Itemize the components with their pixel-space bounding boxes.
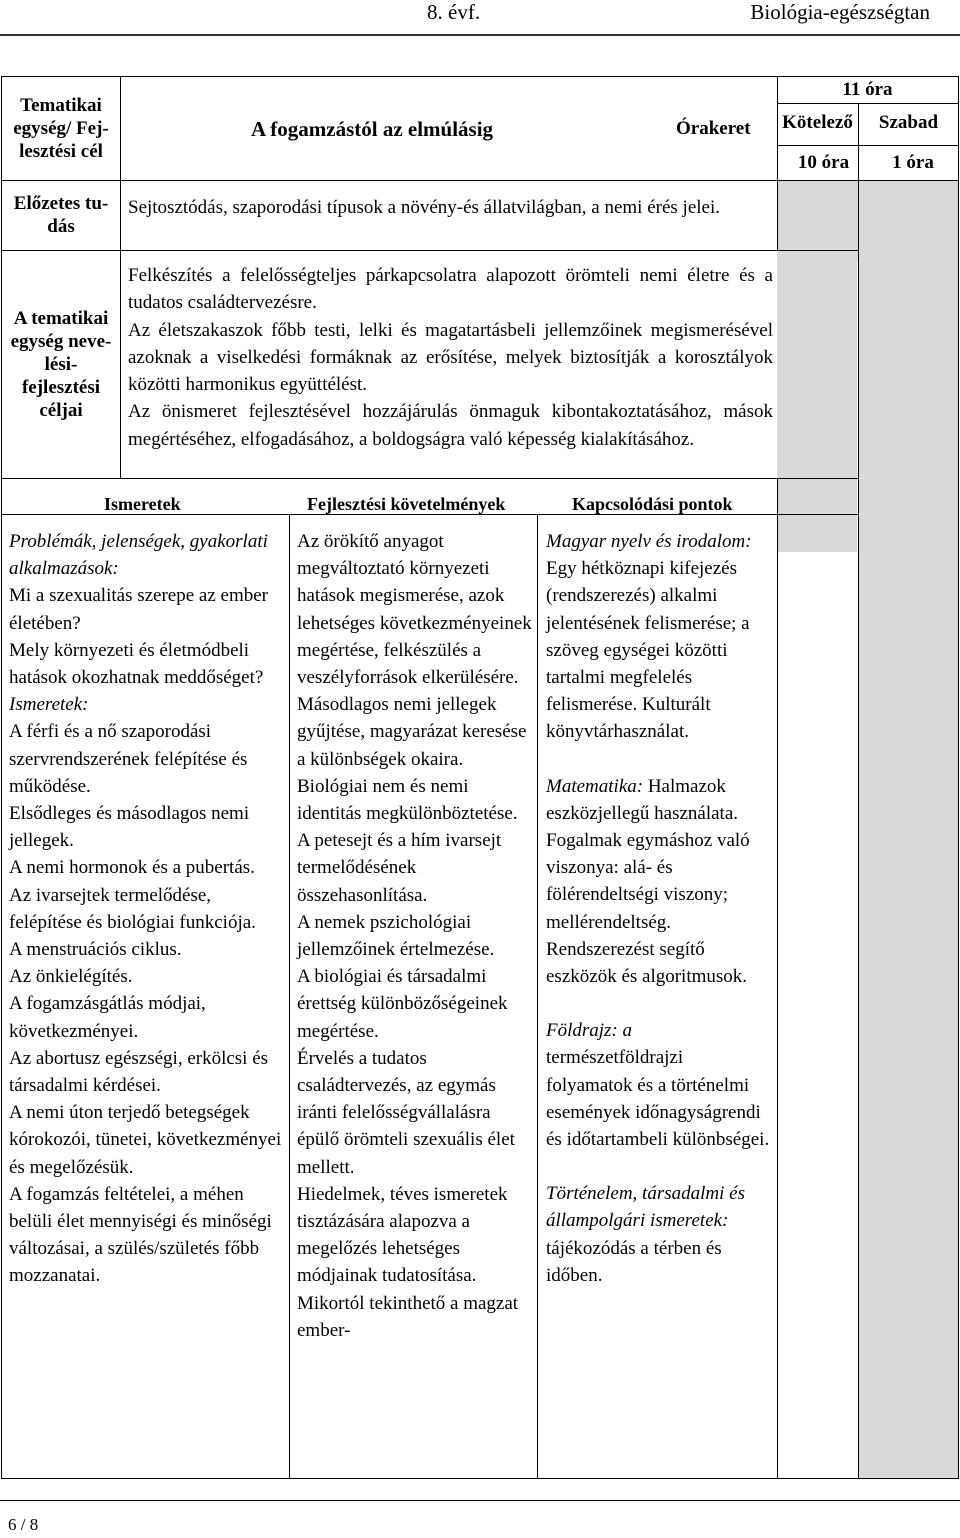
total-hours: 11 óra	[842, 79, 893, 100]
header-ismeretek: Ismeretek	[104, 494, 181, 514]
elozetes-text: Sejtosztódás, szaporodási típusok a növény-és állatvilágban, a nemi érés jelei.	[128, 197, 720, 218]
kapcsolodasi-item	[546, 1017, 772, 1153]
fejlesztesi-column	[297, 528, 533, 1344]
footer-rule	[0, 1500, 960, 1501]
szabad-hours: 1 óra	[892, 152, 934, 173]
kotelezo-label: Kötelező	[782, 112, 853, 133]
kapcsolodasi-text: tájékozódás a térben és időben.	[546, 1237, 722, 1286]
shade-mid-right	[777, 180, 857, 552]
fejlesztesi-item: A nemek pszichológiai jellemzőinek értelmezése.	[297, 911, 495, 961]
ismeret-item: Az önkielégítés.	[9, 966, 133, 988]
szabad-label: Szabad	[878, 112, 939, 133]
ismeret-item: A fogamzás feltételei, a méhen belüli élet mennyiségi és minőségi változásai, a szülés/születés főbb mozzanatai.	[9, 1183, 272, 1287]
kapcsolodasi-item	[546, 827, 772, 936]
kapcsolodasi-subject: Földrajz: a	[546, 1020, 633, 1042]
grade-label: 8. évf.	[427, 0, 481, 24]
problem-item: Mely környezeti és életmódbeli hatások okozhatnak meddőséget?	[9, 639, 264, 689]
shade-right-col	[858, 180, 959, 1478]
header-rule	[0, 34, 960, 36]
ismeret-item: A férfi és a nő szaporodási szervrendszerének felépítése és működése.	[9, 721, 248, 797]
kapcsolodasi-text: Fogalmak egymáshoz való viszonya: alá- és fölérendeltségi viszony; mellérendeltség.	[546, 830, 750, 933]
celok-label: A tematikai egység neve-lési-fejlesztési céljai	[10, 308, 112, 421]
kapcsolodasi-subject: Magyar nyelv és irodalom:	[546, 531, 752, 552]
fejlesztesi-item: Érvelés a tudatos családtervezés, az egymás iránti felelősségvállalásra épülő örömteli szexuális élet mellett.	[297, 1047, 515, 1178]
fejlesztesi-item: Mikortól tekinthető a magzat ember-	[297, 1292, 519, 1341]
header-kapcsolodasi: Kapcsolódási pontok	[572, 494, 733, 514]
ismeretek-label: Ismeretek:	[9, 694, 89, 716]
ismeret-item: A fogamzásgátlás módjai, következményei.	[9, 993, 206, 1042]
page-header	[0, 0, 960, 34]
fejlesztesi-item: Az örökítő anyagot megváltoztató környezeti hatások megismerése, azok lehetséges következményeinek megértése, felkészülés a veszélyforrások elkerülésére.	[297, 531, 532, 689]
header-fejlesztesi: Fejlesztési követelmények	[307, 494, 506, 514]
kapcsolodasi-item	[546, 936, 772, 990]
kapcsolodasi-subject: Matematika:	[546, 775, 644, 797]
kapcsolodasi-item	[546, 773, 772, 827]
celok-paragraph: Felkészítés a felelősségteljes párkapcsolatra alapozott örömteli nemi életre és a tudatos családtervezésre.	[128, 265, 773, 314]
fejlesztesi-item: Hiedelmek, téves ismeretek tisztázására alapozva a megelőzés lehetséges módjainak tudatosítása.	[297, 1183, 508, 1287]
kapcsolodasi-text: természetföldrajzi folyamatok és a történelmi események időnagyságrendi és időtartambeli különbségei.	[546, 1047, 770, 1151]
kapcsolodasi-item	[546, 528, 772, 746]
subject-label: Biológia-egészségtan	[750, 0, 930, 24]
unit-title: A fogamzástól az elmúlásig	[251, 117, 494, 141]
col1-header: Tematikai egység/ Fej-lesztési cél	[13, 95, 109, 162]
kapcsolodasi-item	[546, 1180, 772, 1289]
celok-text	[128, 262, 773, 453]
problem-item: Mi a szexualitás szerepe az ember életében?	[9, 585, 269, 634]
orakeret-label: Órakeret	[676, 118, 751, 139]
kotelezo-hours: 10 óra	[797, 152, 850, 173]
kapcsolodasi-text: Halmazok eszközjellegű használata.	[546, 775, 739, 824]
kapcsolodasi-text: Rendszerezést segítő eszközök és algoritmusok.	[546, 938, 748, 988]
ismeret-item: Az ivarsejtek termelődése, felépítése és biológiai funkciója.	[9, 884, 256, 933]
problems-label: Problémák, jelenségek, gyakorlati alkalmazások:	[9, 531, 268, 580]
fejlesztesi-item: A biológiai és társadalmi érettség különbözőségeinek megértése.	[297, 966, 508, 1042]
fejlesztesi-item: Másodlagos nemi jellegek gyűjtése, magyarázat keresése a különbségek okaira.	[297, 694, 527, 770]
ismeret-item: A nemi úton terjedő betegségek kórokozói, tünetei, következményei és megelőzésük.	[9, 1102, 282, 1178]
ismeret-item: Elsődleges és másodlagos nemi jellegek.	[9, 803, 250, 852]
ismeretek-column	[9, 528, 285, 1290]
celok-paragraph: Az önismeret fejlesztésével hozzájárulás önmaguk kibontakoztatásához, mások megértéséhez, elfogadásához, a boldogságra való képesség kialakításához.	[128, 401, 773, 450]
fejlesztesi-item: Biológiai nem és nemi identitás megkülönböztetése.	[297, 775, 518, 825]
page-number: 6 / 8	[8, 1515, 39, 1534]
ismeret-item: Az abortusz egészségi, erkölcsi és társadalmi kérdései.	[9, 1047, 269, 1097]
kapcsolodasi-subject: Történelem, társadalmi és állampolgári ismeretek:	[546, 1183, 745, 1232]
kapcsolodasi-text: Egy hétköznapi kifejezés (rendszerezés) alkalmi jelentésének felismerése; a szöveg egységei közötti tartalmi megfelelés felismerése. Kulturált könyvtárhasználat.	[546, 558, 750, 743]
fejlesztesi-item: A petesejt és a hím ivarsejt termelődésének összehasonlítása.	[297, 830, 502, 906]
ismeret-item: A nemi hormonok és a pubertás.	[9, 857, 255, 879]
celok-paragraph: Az életszakaszok főbb testi, lelki és magatartásbeli jellemzőinek megismerésével azoknak a viselkedési formáknak az erősítése, melyek biztosítják a korosztályok közötti harmonikus együttélést.	[128, 319, 773, 396]
elozetes-label: Előzetes tu-dás	[13, 193, 109, 237]
curriculum-table	[1, 76, 959, 1478]
ismeret-item: A menstruációs ciklus.	[9, 939, 182, 961]
kapcsolodasi-column	[546, 528, 772, 1289]
